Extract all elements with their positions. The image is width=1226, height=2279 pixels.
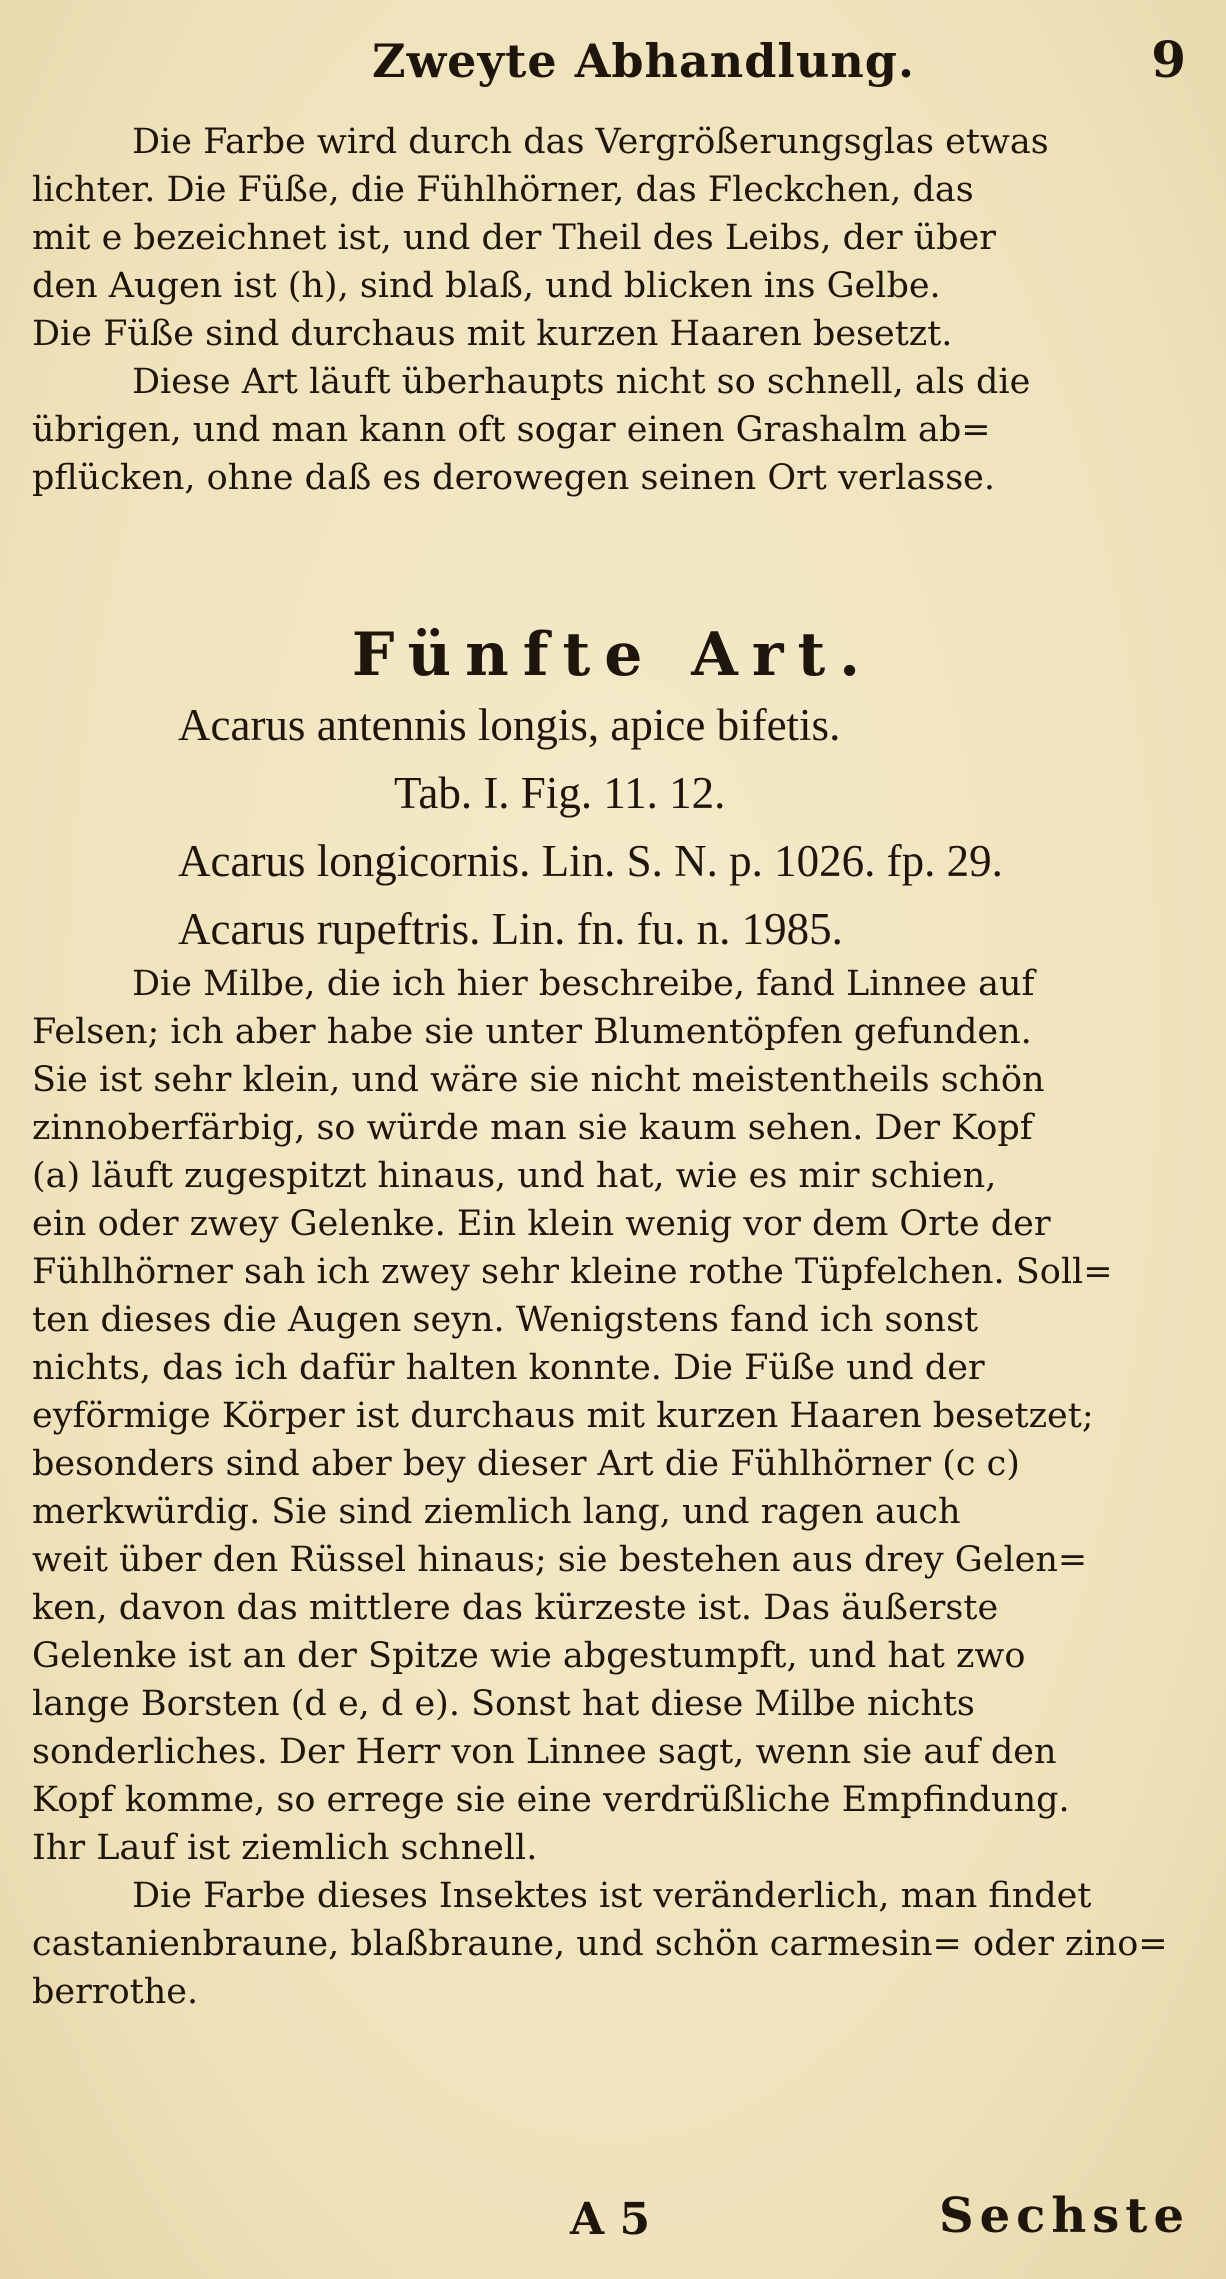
synonym-line: Acarus longicornis. Lin. S. N. p. 1026. fp. 29.	[178, 836, 1003, 886]
section-title: Fünfte Art.	[351, 620, 875, 690]
text-line: ein oder zwey Gelenke. Ein klein wenig vor dem Orte der	[32, 1204, 1051, 1244]
text-line: Felsen; ich aber habe sie unter Blumentöpfen gefunden.	[32, 1012, 1032, 1052]
text-line: zinnoberfärbig, so würde man sie kaum sehen. Der Kopf	[32, 1108, 1033, 1148]
synonym-line: Acarus rupeftris. Lin. fn. fu. n. 1985.	[178, 904, 843, 954]
text-line: Die Füße sind durchaus mit kurzen Haaren besetzt.	[32, 314, 953, 354]
text-line: lange Borsten (d e, d e). Sonst hat diese Milbe nichts	[32, 1684, 975, 1724]
text-line: mit e bezeichnet ist, und der Theil des Leibs, der über	[32, 218, 996, 258]
text-line: Diese Art läuft überhaupts nicht so schnell, als die	[132, 362, 1031, 402]
running-title: Zweyte Abhandlung.	[372, 34, 915, 88]
page-footer	[0, 2188, 1226, 2258]
latin-block	[0, 700, 1226, 972]
text-line: Gelenke ist an der Spitze wie abgestumpft, und hat zwo	[32, 1636, 1026, 1676]
latin-name: Acarus antennis longis, apice bifetis.	[178, 700, 841, 750]
text-line: sonderliches. Der Herr von Linnee sagt, wenn sie auf den	[32, 1732, 1057, 1772]
text-line: besonders sind aber bey dieser Art die Fühlhörner (c c)	[32, 1444, 1020, 1484]
text-line: Die Farbe dieses Insektes ist veränderlich, man findet	[132, 1876, 1092, 1916]
text-line: berrothe.	[32, 1972, 199, 2012]
catchword: Sechste	[938, 2188, 1190, 2244]
text-line: Die Farbe wird durch das Vergrößerungsglas etwas	[132, 122, 1049, 162]
text-line: übrigen, und man kann oft sogar einen Grashalm ab=	[32, 410, 991, 450]
text-line: Sie ist sehr klein, und wäre sie nicht meistentheils schön	[32, 1060, 1045, 1100]
page-number: 9	[1151, 30, 1186, 89]
text-line: Die Milbe, die ich hier beschreibe, fand Linnee auf	[132, 964, 1035, 1004]
table-reference: Tab. I. Fig. 11. 12.	[394, 768, 726, 818]
page-header	[0, 22, 1226, 92]
text-line: (a) läuft zugespitzt hinaus, und hat, wie es mir schien,	[32, 1156, 997, 1196]
text-line: den Augen ist (h), sind blaß, und blicken ins Gelbe.	[32, 266, 941, 306]
text-line: nichts, das ich dafür halten konnte. Die Füße und der	[32, 1348, 985, 1388]
text-block-main	[32, 960, 1198, 2016]
text-line: ken, davon das mittlere das kürzeste ist. Das äußerste	[32, 1588, 999, 1628]
text-line: merkwürdig. Sie sind ziemlich lang, und ragen auch	[32, 1492, 961, 1532]
text-line: weit über den Rüssel hinaus; sie bestehen aus drey Gelen=	[32, 1540, 1088, 1580]
text-line: lichter. Die Füße, die Fühlhörner, das Fleckchen, das	[32, 170, 974, 210]
text-line: Ihr Lauf ist ziemlich schnell.	[32, 1828, 538, 1868]
text-line: castanienbraune, blaßbraune, und schön carmesin= oder zino=	[32, 1924, 1168, 1964]
text-line: pflücken, ohne daß es derowegen seinen Ort verlasse.	[32, 458, 995, 498]
text-block-top	[32, 118, 1198, 502]
text-line: Kopf komme, so errege sie eine verdrüßliche Empfindung.	[32, 1780, 1070, 1820]
text-line: Fühlhörner sah ich zwey sehr kleine rothe Tüpfelchen. Soll=	[32, 1252, 1113, 1292]
text-line: eyförmige Körper ist durchaus mit kurzen Haaren besetzet;	[32, 1396, 1094, 1436]
text-line: ten dieses die Augen seyn. Wenigstens fand ich sonst	[32, 1300, 979, 1340]
signature-mark: A 5	[570, 2194, 651, 2245]
